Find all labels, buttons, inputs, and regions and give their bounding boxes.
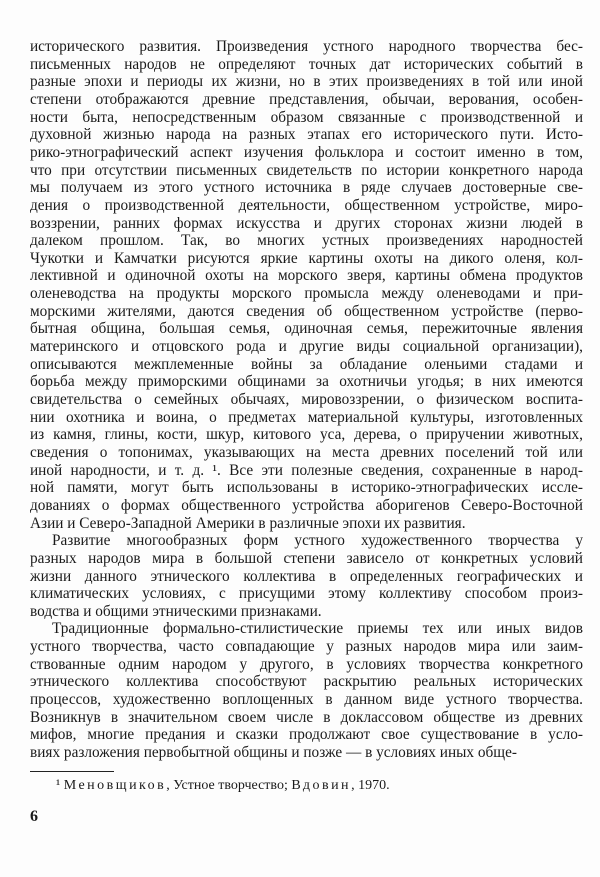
text-line: Азии и Северо-Западной Америки в различные эпохи их развития. bbox=[30, 514, 466, 532]
text-line: лективной и одиночной охоты на морского зверя, картины обмена продуктов bbox=[30, 267, 583, 285]
footnote-author-2: Вдовин bbox=[291, 778, 352, 793]
text-line: ной памяти, могут быть использованы в историко-этнографических иссле- bbox=[30, 479, 583, 497]
text-line: духовной жизнью народа на разных этапах его исторического пути. Исто- bbox=[30, 126, 583, 144]
text-line: Возникнув в значительном своем числе в доклассовом обществе из древних bbox=[30, 708, 583, 726]
text-line: мы получаем из этого устного источника в ряде случаев достоверные све- bbox=[30, 179, 583, 197]
footnote-marker: ¹ bbox=[56, 778, 61, 793]
text-line: исторического развития. Произведения устного народного творчества бес- bbox=[30, 38, 583, 55]
text-line: рико-этнографический аспект изучения фольклора и состоит именно в том, bbox=[30, 143, 583, 161]
text-line: виях разложения первобытной общины и позже — в условиях иных обще- bbox=[30, 744, 517, 761]
page-number: 6 bbox=[30, 808, 38, 825]
text-line: дения о производственной деятельности, общественном устройстве, миро- bbox=[30, 196, 583, 214]
footnote-divider bbox=[30, 771, 114, 772]
text-line: Традиционные формально-стилистические приемы тех или иных видов bbox=[52, 620, 583, 638]
text-line: оленеводства на продукты морского промысла между оленеводами и при- bbox=[30, 285, 583, 303]
text-line: письменных народов не определяют точных дат исторических событий в bbox=[30, 55, 583, 73]
text-line: далеком прошлом. Так, во многих устных произведениях народностей bbox=[30, 232, 583, 250]
text-line: климатических условиях, с присущими этому коллективу способом произ- bbox=[30, 585, 583, 603]
text-line: нии охотника и воина, о предметах материальной культуры, изготовленных bbox=[30, 408, 583, 426]
text-line: разных народов мира в большой степени зависело от конкретных условий bbox=[30, 549, 583, 567]
text-line: морскими жителями, даются сведения об общественном устройстве (перво- bbox=[30, 302, 583, 320]
text-line: ности быта, непосредственным образом связанные с производственной и bbox=[30, 108, 583, 126]
text-line: сведения о топонимах, указывающих на места древних поселений той или bbox=[30, 443, 583, 461]
text-line: свидетельства о семейных обычаях, мировоззрении, о физическом воспита- bbox=[30, 391, 583, 408]
text-line: дованиях о формах общественного устройства аборигенов Северо-Восточной bbox=[30, 496, 583, 514]
text-line: мифов, многие предания и сказки продолжают свое существование в усло- bbox=[30, 726, 583, 744]
text-line: Развитие многообразных форм устного художественного творчества у bbox=[52, 532, 583, 550]
text-line: водства и общими этническими признаками. bbox=[30, 602, 322, 620]
text-line: этнического коллектива способствуют раскрытию реальных исторических bbox=[30, 673, 583, 691]
footnote bbox=[56, 777, 390, 795]
text-line: степени отображаются древние представления, обычаи, верования, особен- bbox=[30, 90, 583, 108]
text-line: иной народности, и т. д. ¹. Все эти полезные сведения, сохраненные в народ- bbox=[30, 461, 583, 479]
text-line: жизни данного этнического коллектива в определенных географических и bbox=[30, 567, 583, 585]
text-line: бытная община, большая семья, одиночная семья, пережиточные явления bbox=[30, 320, 583, 338]
text-line: борьба между приморскими общинами за охотничьи угодья; в них имеются bbox=[30, 373, 583, 391]
text-line: что при отсутствии письменных свидетельств по истории конкретного народа bbox=[30, 161, 583, 179]
text-line: из камня, глины, кости, шкур, китового уса, дерева, о приручении животных, bbox=[30, 426, 583, 444]
text-line: процессов, художественно воплощенных в данном виде устного творчества. bbox=[30, 691, 583, 709]
footnote-title-1: , Устное творчество; bbox=[166, 778, 292, 793]
text-line: разные эпохи и периоды их жизни, но в этих произведениях в той или иной bbox=[30, 73, 583, 91]
text-line: ствованные одним народом у другого, в условиях творчества конкретного bbox=[30, 655, 583, 673]
text-line: устного творчества, часто совпадающие у разных народов мира или заим- bbox=[30, 638, 583, 656]
text-line: Чукотки и Камчатки рисуются яркие картины охоты на дикого оленя, кол- bbox=[30, 249, 583, 267]
footnote-year: , 1970. bbox=[351, 778, 390, 793]
text-line: описываются межплеменные войны за обладание оленьими стадами и bbox=[30, 355, 583, 373]
text-line: воззрении, ранних формах искусства и других сторонах жизни людей в bbox=[30, 214, 583, 232]
footnote-author-1: Меновщиков bbox=[63, 778, 167, 793]
text-line: материнского и отцовского рода и другие виды социальной организации), bbox=[30, 338, 583, 356]
